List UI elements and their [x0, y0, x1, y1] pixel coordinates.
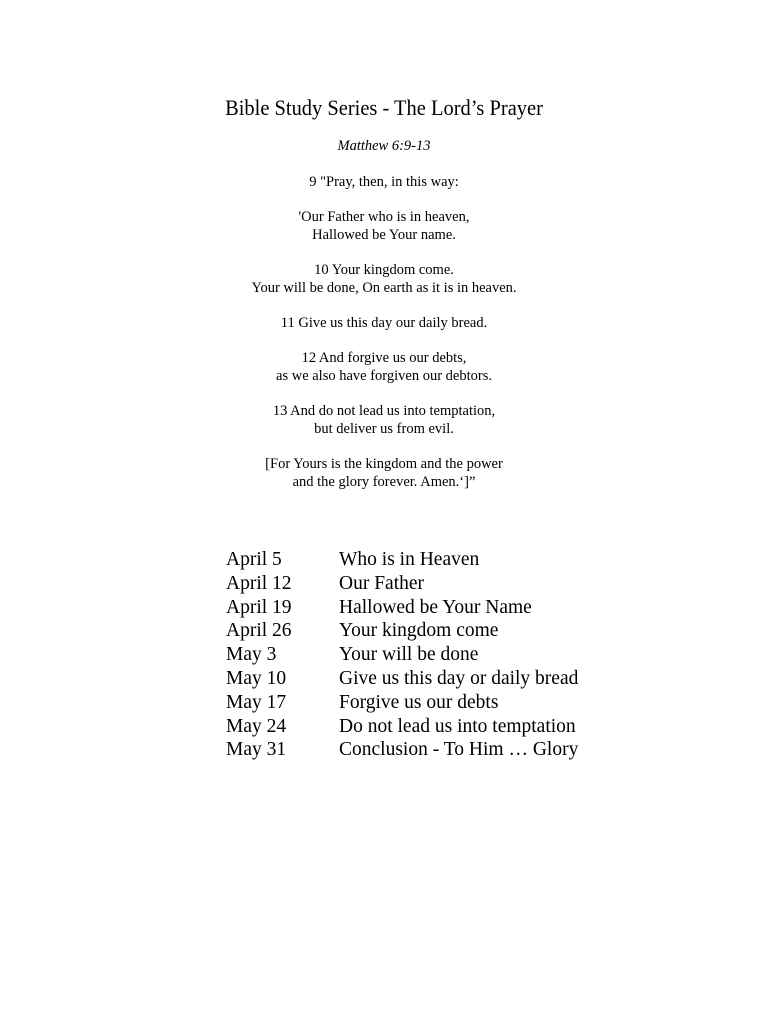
schedule-row [226, 667, 578, 691]
schedule-date: May 31 [226, 739, 287, 761]
scripture-reference: Matthew 6:9-13 [337, 138, 431, 154]
verse-line: but deliver us from evil. [314, 421, 454, 437]
verse-9 [0, 173, 768, 191]
schedule-topic: Hallowed be Your Name [339, 596, 532, 618]
verse-line: [For Yours is the kingdom and the power [265, 456, 503, 472]
verse-line: as we also have forgiven our debtors. [276, 368, 492, 384]
verse-line: and the glory forever. Amen.‘]” [292, 474, 476, 490]
verse-9-prayer-opening [0, 208, 768, 244]
schedule-date: May 24 [226, 715, 287, 737]
schedule-row [226, 619, 578, 643]
verse-doxology [0, 455, 768, 491]
schedule-row [226, 643, 578, 667]
schedule-topic: Your kingdom come [339, 620, 499, 642]
verse-line: Your will be done, On earth as it is in heaven. [251, 280, 517, 296]
schedule-row [226, 548, 578, 572]
schedule-row [226, 715, 578, 739]
schedule-row [226, 691, 578, 715]
schedule-topic: Forgive us our debts [339, 691, 499, 713]
verse-line: Hallowed be Your name. [312, 227, 456, 243]
verse-line: 11 Give us this day our daily bread. [280, 315, 488, 331]
scripture-passage [0, 173, 768, 508]
schedule-topic: Give us this day or daily bread [339, 667, 579, 689]
verse-line: 'Our Father who is in heaven, [298, 209, 470, 225]
study-schedule [226, 548, 578, 762]
verse-12 [0, 349, 768, 385]
schedule-topic: Your will be done [339, 644, 479, 666]
verse-10 [0, 261, 768, 297]
schedule-date: May 10 [226, 667, 287, 689]
verse-line: 12 And forgive us our debts, [301, 350, 467, 366]
schedule-row [226, 572, 578, 596]
schedule-row [226, 738, 578, 762]
schedule-date: April 5 [226, 549, 282, 570]
schedule-topic: Conclusion - To Him … Glory [339, 739, 579, 761]
schedule-date: April 12 [226, 572, 292, 594]
document-title: Bible Study Series - The Lord’s Prayer [225, 95, 543, 120]
verse-line: 9 "Pray, then, in this way: [309, 174, 459, 190]
schedule-topic: Do not lead us into temptation [339, 715, 576, 737]
verse-11 [0, 314, 768, 332]
schedule-date: May 3 [226, 644, 277, 666]
schedule-date: April 19 [226, 596, 292, 618]
verse-line: 10 Your kingdom come. [314, 262, 454, 278]
schedule-row [226, 596, 578, 620]
schedule-topic: Who is in Heaven [339, 549, 480, 570]
verse-line: 13 And do not lead us into temptation, [272, 403, 496, 419]
schedule-topic: Our Father [339, 572, 425, 594]
schedule-date: May 17 [226, 691, 287, 713]
verse-13 [0, 402, 768, 438]
schedule-date: April 26 [226, 620, 292, 642]
